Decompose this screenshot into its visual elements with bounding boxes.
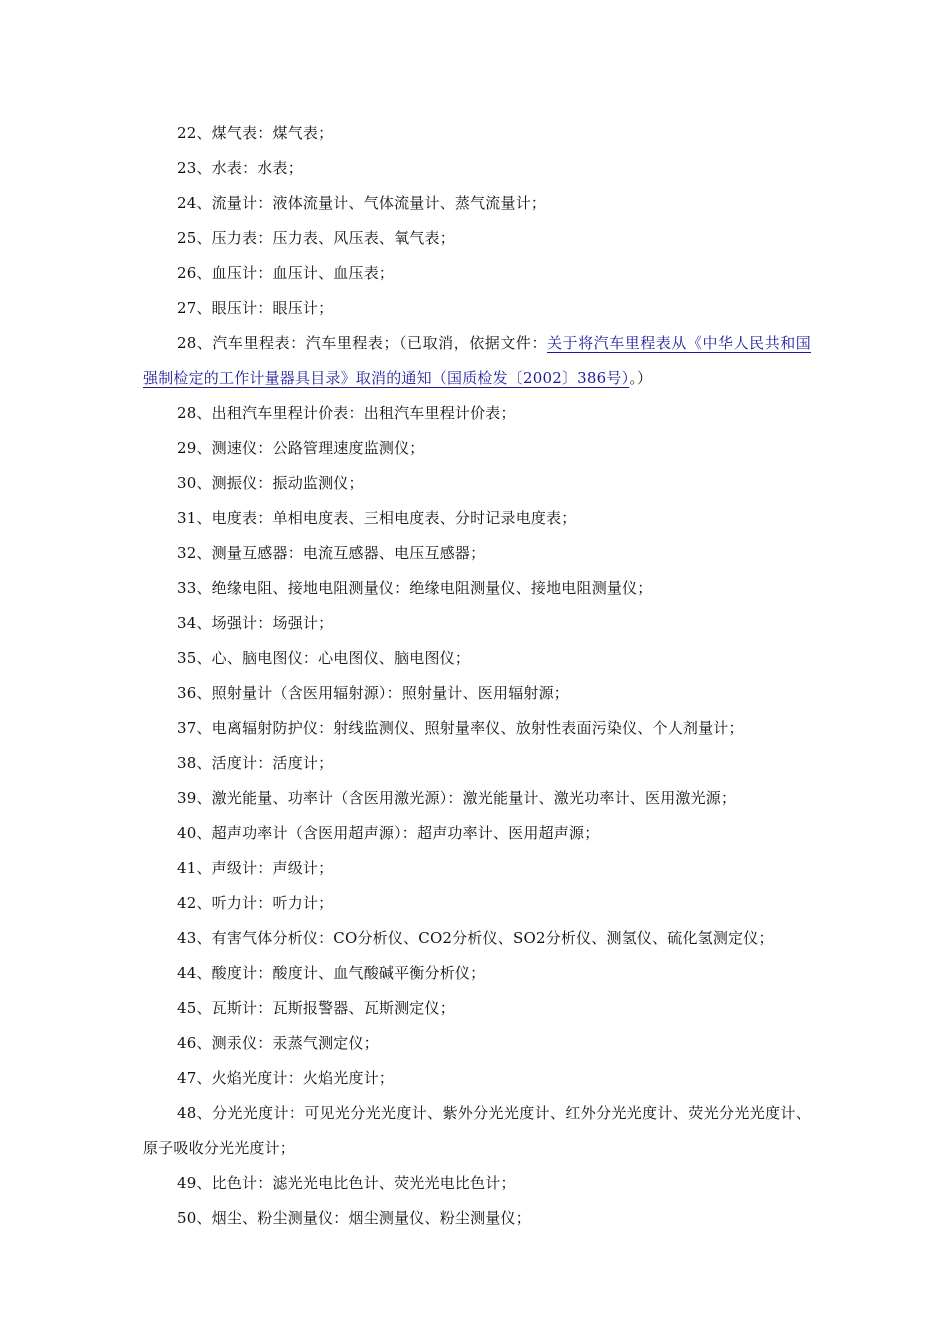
list-item: 41、声级计：声级计； [177,859,334,877]
list-item: 23、水表：水表； [177,159,303,177]
list-item: 43、有害气体分析仪：CO分析仪、CO2分析仪、SO2分析仪、测氢仪、硫化氢测定仪； [177,929,774,947]
list-item: 44、酸度计：酸度计、血气酸碱平衡分析仪； [177,964,486,982]
document-body [143,116,811,1236]
list-item: 48、分光光度计：可见光分光光度计、紫外分光光度计、红外分光光度计、荧光分光光度计、原子吸收分光光度计； [143,1104,811,1157]
notice-document-link[interactable]: 关于将汽车里程表从《中华人民共和国强制检定的工作计量器具目录》取消的通知（国质检发〔2002〕386号） [143,334,812,387]
list-item: 46、测汞仪：汞蒸气测定仪； [177,1034,379,1052]
list-item: 25、压力表：压力表、风压表、氧气表； [177,229,455,247]
list-item: 24、流量计：液体流量计、气体流量计、蒸气流量计； [177,194,547,212]
list-item: 39、激光能量、功率计（含医用激光源）：激光能量计、激光功率计、医用激光源； [177,789,737,807]
list-item: 34、场强计：场强计； [177,614,334,632]
list-item: 26、血压计：血压计、血压表； [177,264,395,282]
list-item: 38、活度计：活度计； [177,754,334,772]
list-item: 50、烟尘、粉尘测量仪：烟尘测量仪、粉尘测量仪； [177,1209,531,1227]
list-item: 35、心、脑电图仪：心电图仪、脑电图仪； [177,649,471,667]
list-item: 37、电离辐射防护仪：射线监测仪、照射量率仪、放射性表面污染仪、个人剂量计； [177,719,744,737]
list-item: 27、眼压计：眼压计； [177,299,334,317]
list-item: 31、电度表：单相电度表、三相电度表、分时记录电度表； [177,509,577,527]
list-item-cancelled-notice [143,326,811,396]
list-item: 36、照射量计（含医用辐射源）：照射量计、医用辐射源； [177,684,569,702]
notice-prefix: 28、汽车里程表：汽车里程表；（已取消，依据文件： [177,334,547,352]
notice-suffix: 。） [629,369,653,387]
list-item: 40、超声功率计（含医用超声源）：超声功率计、医用超声源； [177,824,600,842]
list-item: 29、测速仪：公路管理速度监测仪； [177,439,425,457]
list-item: 33、绝缘电阻、接地电阻测量仪：绝缘电阻测量仪、接地电阻测量仪； [177,579,653,597]
list-item: 45、瓦斯计：瓦斯报警器、瓦斯测定仪； [177,999,455,1017]
list-item: 47、火焰光度计：火焰光度计； [177,1069,395,1087]
list-item: 32、测量互感器：电流互感器、电压互感器； [177,544,486,562]
list-item: 22、煤气表：煤气表； [177,124,334,142]
list-item: 49、比色计：滤光光电比色计、荧光光电比色计； [177,1174,516,1192]
list-item: 42、听力计：听力计； [177,894,334,912]
list-item: 28、出租汽车里程计价表：出租汽车里程计价表； [177,404,516,422]
list-item: 30、测振仪：振动监测仪； [177,474,364,492]
